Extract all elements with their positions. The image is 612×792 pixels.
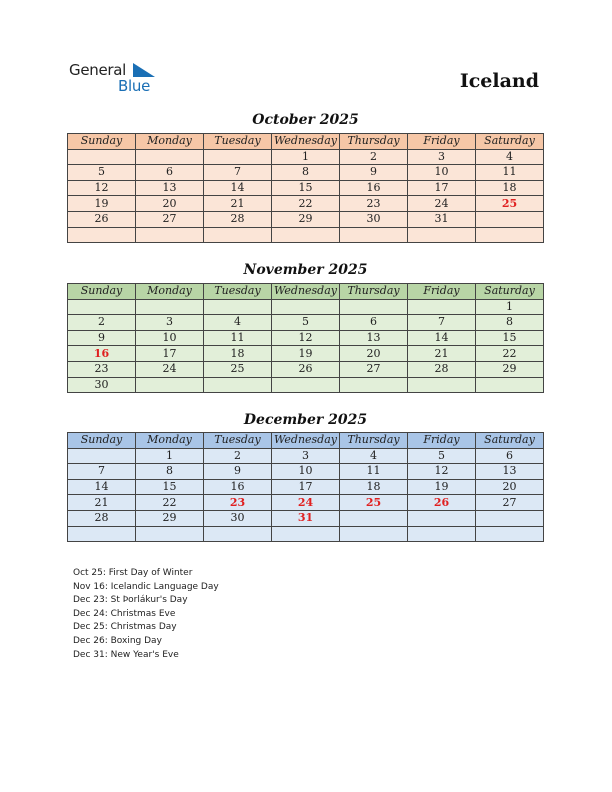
weekday-header: Wednesday xyxy=(272,134,340,150)
day-cell: 25 xyxy=(476,196,544,212)
day-cell: 14 xyxy=(204,180,272,196)
day-cell: 30 xyxy=(204,510,272,526)
logo-text-general: General xyxy=(69,61,127,79)
day-cell: 17 xyxy=(136,346,204,362)
day-cell: 6 xyxy=(136,165,204,181)
day-cell xyxy=(136,149,204,165)
day-cell xyxy=(204,227,272,243)
day-cell: 5 xyxy=(408,448,476,464)
day-cell: 21 xyxy=(68,495,136,511)
holiday-note: Dec 31: New Year's Eve xyxy=(73,649,179,660)
week-row xyxy=(68,346,544,362)
day-cell: 4 xyxy=(340,448,408,464)
weekday-header: Thursday xyxy=(340,284,408,300)
day-cell: 15 xyxy=(136,479,204,495)
weekday-header: Thursday xyxy=(340,433,408,449)
day-cell: 20 xyxy=(476,479,544,495)
day-cell: 3 xyxy=(136,315,204,331)
day-cell: 2 xyxy=(340,149,408,165)
day-cell: 8 xyxy=(272,165,340,181)
weekday-header: Friday xyxy=(408,284,476,300)
week-row xyxy=(68,211,544,227)
day-cell xyxy=(136,299,204,315)
day-cell: 29 xyxy=(272,211,340,227)
day-cell xyxy=(408,377,476,393)
day-cell xyxy=(204,526,272,542)
week-row xyxy=(68,448,544,464)
weekday-header: Friday xyxy=(408,433,476,449)
day-cell: 11 xyxy=(476,165,544,181)
holiday-note: Dec 24: Christmas Eve xyxy=(73,608,176,619)
day-cell: 20 xyxy=(136,196,204,212)
week-row xyxy=(68,510,544,526)
weekday-header: Monday xyxy=(136,284,204,300)
day-cell: 15 xyxy=(476,330,544,346)
holiday-note: Dec 25: Christmas Day xyxy=(73,622,177,633)
day-cell: 24 xyxy=(272,495,340,511)
day-cell: 27 xyxy=(340,361,408,377)
day-cell: 21 xyxy=(408,346,476,362)
day-cell: 11 xyxy=(204,330,272,346)
day-cell xyxy=(136,227,204,243)
day-cell: 12 xyxy=(408,464,476,480)
day-cell: 4 xyxy=(476,149,544,165)
day-cell: 17 xyxy=(408,180,476,196)
day-cell: 14 xyxy=(68,479,136,495)
day-cell: 29 xyxy=(136,510,204,526)
weekday-header-row xyxy=(68,134,544,150)
day-cell: 23 xyxy=(204,495,272,511)
day-cell: 30 xyxy=(340,211,408,227)
weekday-header: Tuesday xyxy=(204,284,272,300)
day-cell xyxy=(136,377,204,393)
day-cell: 2 xyxy=(68,315,136,331)
day-cell xyxy=(340,299,408,315)
day-cell: 8 xyxy=(136,464,204,480)
blue-triangle-flag-icon xyxy=(133,63,155,77)
day-cell: 30 xyxy=(68,377,136,393)
day-cell xyxy=(408,227,476,243)
weekday-header: Saturday xyxy=(476,433,544,449)
week-row xyxy=(68,330,544,346)
weekday-header: Monday xyxy=(136,134,204,150)
day-cell xyxy=(340,227,408,243)
day-cell: 26 xyxy=(68,211,136,227)
day-cell: 26 xyxy=(272,361,340,377)
day-cell: 24 xyxy=(136,361,204,377)
day-cell: 9 xyxy=(68,330,136,346)
week-row xyxy=(68,495,544,511)
day-cell xyxy=(476,211,544,227)
day-cell: 28 xyxy=(408,361,476,377)
day-cell xyxy=(68,299,136,315)
holiday-note: Oct 25: First Day of Winter xyxy=(73,568,193,578)
weekday-header-row xyxy=(68,284,544,300)
day-cell: 31 xyxy=(272,510,340,526)
day-cell xyxy=(68,448,136,464)
calendar-december xyxy=(67,432,544,542)
logo xyxy=(69,61,159,97)
day-cell: 27 xyxy=(476,495,544,511)
weekday-header: Thursday xyxy=(340,134,408,150)
day-cell: 20 xyxy=(340,346,408,362)
week-row xyxy=(68,479,544,495)
week-row xyxy=(68,464,544,480)
weekday-header: Sunday xyxy=(68,134,136,150)
day-cell: 24 xyxy=(408,196,476,212)
day-cell xyxy=(476,227,544,243)
weekday-header: Wednesday xyxy=(272,284,340,300)
weekday-header: Sunday xyxy=(68,284,136,300)
day-cell xyxy=(272,227,340,243)
day-cell xyxy=(272,299,340,315)
day-cell: 22 xyxy=(476,346,544,362)
day-cell: 28 xyxy=(204,211,272,227)
day-cell: 23 xyxy=(340,196,408,212)
day-cell: 22 xyxy=(272,196,340,212)
weekday-header: Saturday xyxy=(476,284,544,300)
day-cell: 3 xyxy=(408,149,476,165)
day-cell xyxy=(204,149,272,165)
week-row xyxy=(68,149,544,165)
logo-text-blue: Blue xyxy=(118,77,150,95)
weekday-header: Monday xyxy=(136,433,204,449)
day-cell: 9 xyxy=(204,464,272,480)
week-row xyxy=(68,299,544,315)
week-row xyxy=(68,165,544,181)
day-cell: 13 xyxy=(476,464,544,480)
day-cell xyxy=(136,526,204,542)
day-cell: 10 xyxy=(272,464,340,480)
day-cell xyxy=(204,377,272,393)
day-cell: 27 xyxy=(136,211,204,227)
day-cell: 12 xyxy=(272,330,340,346)
day-cell xyxy=(408,510,476,526)
day-cell xyxy=(476,510,544,526)
day-cell: 6 xyxy=(340,315,408,331)
holiday-notes xyxy=(73,567,219,662)
day-cell: 19 xyxy=(68,196,136,212)
day-cell xyxy=(68,149,136,165)
day-cell: 7 xyxy=(68,464,136,480)
day-cell xyxy=(408,526,476,542)
day-cell: 18 xyxy=(204,346,272,362)
day-cell: 19 xyxy=(408,479,476,495)
weekday-header: Tuesday xyxy=(204,433,272,449)
holiday-note: Dec 23: St Þorlákur's Day xyxy=(73,595,188,606)
day-cell: 16 xyxy=(340,180,408,196)
day-cell: 19 xyxy=(272,346,340,362)
day-cell: 9 xyxy=(340,165,408,181)
day-cell: 17 xyxy=(272,479,340,495)
day-cell: 26 xyxy=(408,495,476,511)
day-cell: 14 xyxy=(408,330,476,346)
day-cell: 1 xyxy=(476,299,544,315)
day-cell: 13 xyxy=(340,330,408,346)
month-title-october: October 2025 xyxy=(252,112,359,128)
day-cell xyxy=(68,526,136,542)
calendar-november xyxy=(67,283,544,393)
week-row xyxy=(68,377,544,393)
day-cell: 7 xyxy=(204,165,272,181)
week-row xyxy=(68,227,544,243)
week-row xyxy=(68,526,544,542)
day-cell xyxy=(204,299,272,315)
day-cell: 1 xyxy=(272,149,340,165)
day-cell: 11 xyxy=(340,464,408,480)
weekday-header: Sunday xyxy=(68,433,136,449)
day-cell xyxy=(476,377,544,393)
day-cell xyxy=(272,526,340,542)
day-cell xyxy=(272,377,340,393)
day-cell: 15 xyxy=(272,180,340,196)
day-cell: 21 xyxy=(204,196,272,212)
day-cell: 4 xyxy=(204,315,272,331)
day-cell: 25 xyxy=(204,361,272,377)
weekday-header: Wednesday xyxy=(272,433,340,449)
weekday-header: Friday xyxy=(408,134,476,150)
day-cell: 10 xyxy=(408,165,476,181)
day-cell: 2 xyxy=(204,448,272,464)
day-cell: 5 xyxy=(68,165,136,181)
day-cell: 18 xyxy=(340,479,408,495)
week-row xyxy=(68,196,544,212)
day-cell: 10 xyxy=(136,330,204,346)
weekday-header: Tuesday xyxy=(204,134,272,150)
day-cell: 5 xyxy=(272,315,340,331)
day-cell: 3 xyxy=(272,448,340,464)
day-cell: 25 xyxy=(340,495,408,511)
day-cell xyxy=(476,526,544,542)
day-cell xyxy=(408,299,476,315)
weekday-header-row xyxy=(68,433,544,449)
week-row xyxy=(68,180,544,196)
day-cell xyxy=(340,526,408,542)
day-cell: 31 xyxy=(408,211,476,227)
day-cell xyxy=(68,227,136,243)
day-cell: 1 xyxy=(136,448,204,464)
day-cell: 8 xyxy=(476,315,544,331)
day-cell: 7 xyxy=(408,315,476,331)
day-cell: 22 xyxy=(136,495,204,511)
day-cell: 12 xyxy=(68,180,136,196)
holiday-note: Dec 26: Boxing Day xyxy=(73,635,162,646)
week-row xyxy=(68,315,544,331)
day-cell: 13 xyxy=(136,180,204,196)
day-cell: 18 xyxy=(476,180,544,196)
country-title: Iceland xyxy=(459,70,539,92)
day-cell: 29 xyxy=(476,361,544,377)
day-cell xyxy=(340,510,408,526)
month-title-november: November 2025 xyxy=(243,262,368,278)
month-title-december: December 2025 xyxy=(243,412,368,428)
calendar-october xyxy=(67,133,544,243)
weekday-header: Saturday xyxy=(476,134,544,150)
day-cell: 28 xyxy=(68,510,136,526)
day-cell xyxy=(340,377,408,393)
week-row xyxy=(68,361,544,377)
day-cell: 16 xyxy=(204,479,272,495)
day-cell: 16 xyxy=(68,346,136,362)
day-cell: 23 xyxy=(68,361,136,377)
holiday-note: Nov 16: Icelandic Language Day xyxy=(73,581,219,592)
day-cell: 6 xyxy=(476,448,544,464)
